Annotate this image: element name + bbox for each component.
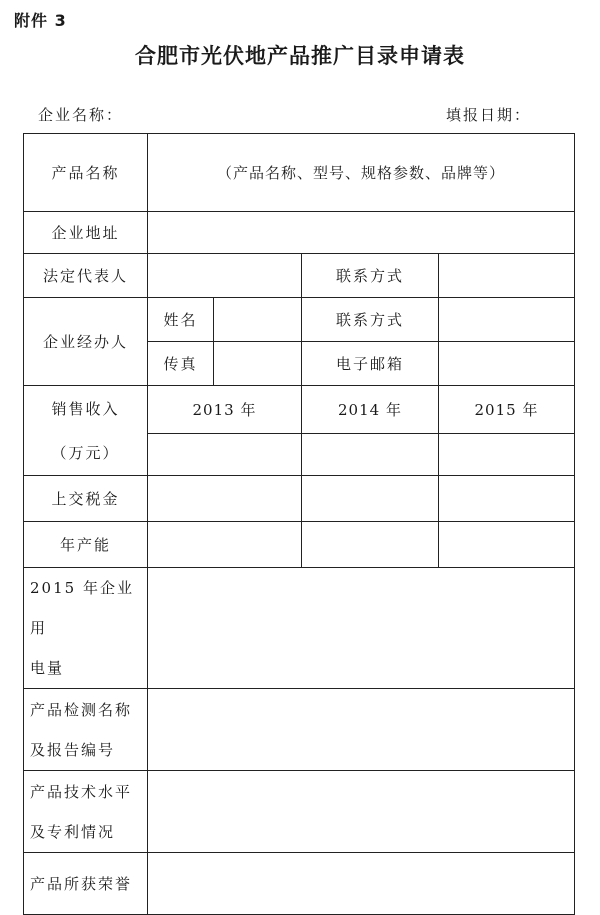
fill-date-label: 填报日期： <box>446 106 532 124</box>
legal-rep-field[interactable] <box>148 254 302 298</box>
handler-label: 企业经办人 <box>24 298 148 386</box>
row-sales-years <box>24 386 575 434</box>
handler-contact-label: 联系方式 <box>302 298 439 342</box>
legal-rep-contact-field[interactable] <box>439 254 575 298</box>
sales-2013-field[interactable] <box>148 434 302 476</box>
honors-field[interactable] <box>148 853 575 915</box>
handler-name-field[interactable] <box>214 298 302 342</box>
fax-field[interactable] <box>214 342 302 386</box>
year-2015: 2015 年 <box>439 386 575 434</box>
legal-rep-contact-label: 联系方式 <box>302 254 439 298</box>
capacity-2014-field[interactable] <box>302 522 439 568</box>
row-legal-rep <box>24 254 575 298</box>
attachment-label: 附件 3 <box>14 11 67 30</box>
row-product-name <box>24 134 575 212</box>
row-electricity <box>24 568 575 689</box>
product-name-hint: （产品名称、型号、规格参数、品牌等） <box>216 163 505 182</box>
tech-label <box>24 771 148 853</box>
tech-label-line1: 产品技术水平 <box>30 782 133 801</box>
company-name-label: 企业名称： <box>38 106 124 124</box>
application-form <box>23 133 575 915</box>
email-label: 电子邮箱 <box>302 342 439 386</box>
tech-field[interactable] <box>148 771 575 853</box>
row-honors <box>24 853 575 915</box>
electricity-label-line1: 2015 年企业用 <box>30 579 134 637</box>
row-tax <box>24 476 575 522</box>
sales-label <box>24 386 148 476</box>
tax-2015-field[interactable] <box>439 476 575 522</box>
electricity-label <box>24 568 148 689</box>
email-field[interactable] <box>439 342 575 386</box>
row-inspection <box>24 689 575 771</box>
address-label: 企业地址 <box>24 212 148 254</box>
page-title: 合肥市光伏地产品推广目录申请表 <box>135 43 465 68</box>
inspection-label <box>24 689 148 771</box>
sales-label-line2: （万元） <box>51 443 120 462</box>
row-tech <box>24 771 575 853</box>
row-address <box>24 212 575 254</box>
handler-name-label: 姓名 <box>148 298 214 342</box>
capacity-2013-field[interactable] <box>148 522 302 568</box>
sales-2014-field[interactable] <box>302 434 439 476</box>
electricity-field[interactable] <box>148 568 575 689</box>
legal-rep-label: 法定代表人 <box>24 254 148 298</box>
electricity-label-line2: 电量 <box>30 659 65 677</box>
tax-2014-field[interactable] <box>302 476 439 522</box>
row-capacity <box>24 522 575 568</box>
inspection-label-line1: 产品检测名称 <box>30 700 133 719</box>
year-2013: 2013 年 <box>148 386 302 434</box>
honors-label: 产品所获荣誉 <box>24 853 148 915</box>
product-name-field[interactable] <box>148 134 575 212</box>
year-2014: 2014 年 <box>302 386 439 434</box>
inspection-label-line2: 及报告编号 <box>30 740 116 759</box>
sales-label-line1: 销售收入 <box>51 399 120 418</box>
row-handler-name <box>24 298 575 342</box>
capacity-2015-field[interactable] <box>439 522 575 568</box>
handler-contact-field[interactable] <box>439 298 575 342</box>
form-table <box>23 133 575 915</box>
tech-label-line2: 及专利情况 <box>30 822 116 841</box>
tax-label: 上交税金 <box>24 476 148 522</box>
fax-label: 传真 <box>148 342 214 386</box>
inspection-field[interactable] <box>148 689 575 771</box>
address-field[interactable] <box>148 212 575 254</box>
product-name-label: 产品名称 <box>24 134 148 212</box>
capacity-label: 年产能 <box>24 522 148 568</box>
tax-2013-field[interactable] <box>148 476 302 522</box>
sales-2015-field[interactable] <box>439 434 575 476</box>
